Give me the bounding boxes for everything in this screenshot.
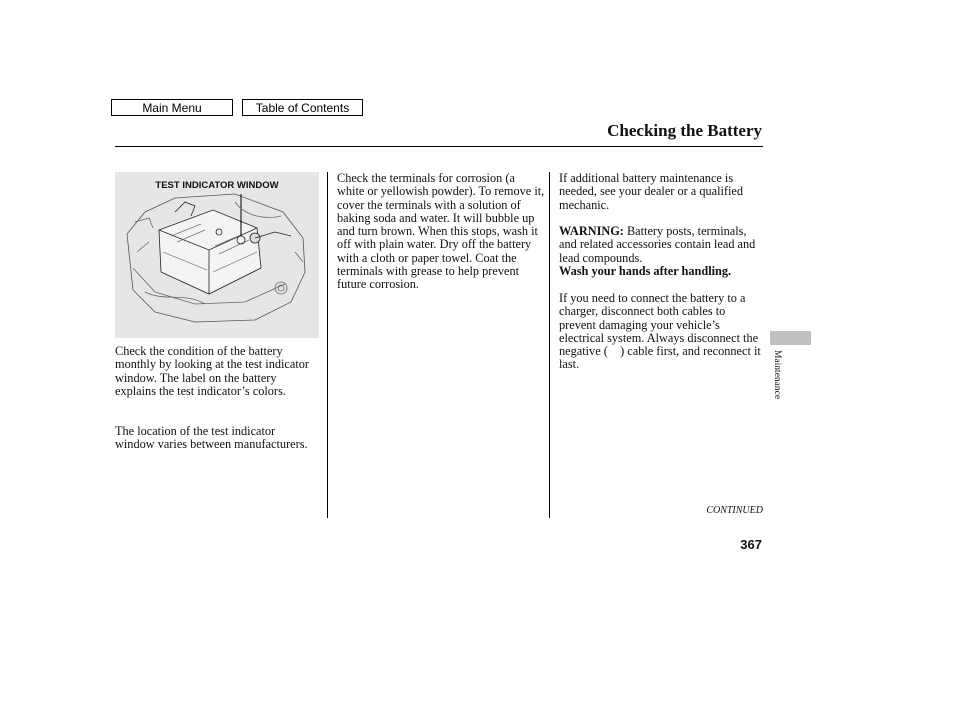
table-of-contents-button[interactable]: Table of Contents [242, 99, 363, 116]
page-number: 367 [740, 537, 762, 552]
additional-maintenance-paragraph: If additional battery maintenance is needed, see your dealer or a qualified mechanic. [559, 171, 744, 212]
battery-drawing [115, 172, 319, 338]
section-tab [770, 331, 811, 345]
warning-text: Battery posts, terminals, and related accessories contain lead and lead compounds. [559, 224, 756, 265]
section-label: Maintenance [772, 350, 782, 400]
indicator-location-paragraph: The location of the test indicator window varies between manufacturers. [115, 424, 308, 452]
charger-paragraph: If you need to connect the battery to a charger, disconnect both cables to prevent damaging your vehicle’s electrical system. Always disconnect the negative ( ) cable first, and reconnect it last. [559, 291, 761, 372]
title-divider [115, 146, 763, 147]
continued-label: CONTINUED [706, 505, 763, 516]
main-menu-button[interactable]: Main Menu [111, 99, 233, 116]
column-divider-1 [327, 172, 328, 518]
warning-paragraph [559, 225, 763, 278]
warning-label: WARNING: [559, 224, 624, 238]
column-divider-2 [549, 172, 550, 518]
battery-illustration [115, 172, 319, 338]
page-title: Checking the Battery [607, 121, 762, 140]
battery-condition-paragraph: Check the condition of the battery monthly by looking at the test indicator window. The label on the battery explains the test indicator’s colors. [115, 344, 309, 398]
figure-caption: TEST INDICATOR WINDOW [155, 180, 279, 191]
terminal-corrosion-paragraph: Check the terminals for corrosion (a white or yellowish powder). To remove it, cover the terminals with a solution of baking soda and water. It will bubble up and turn brown. When this stops, wash it off with plain water. Dry off the battery with a cloth or paper towel. Coat the terminals with grease to help prevent future corrosion. [337, 171, 545, 292]
wash-hands-notice: Wash your hands after handling. [559, 263, 732, 278]
